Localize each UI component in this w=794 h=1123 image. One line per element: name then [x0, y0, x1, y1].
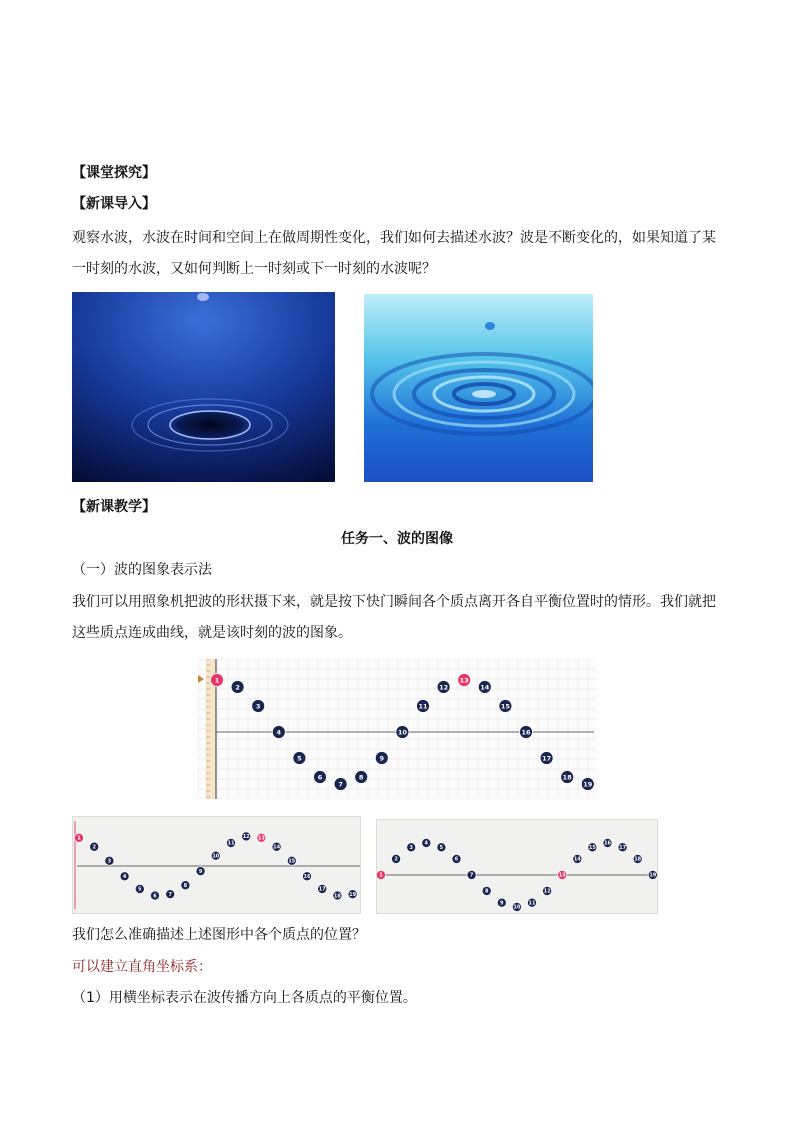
particle-7: [166, 890, 175, 899]
particle-label: 5: [138, 886, 142, 893]
particle-9: [497, 898, 506, 907]
particle-5: [135, 884, 144, 893]
particle-label: 17: [542, 754, 552, 763]
particle-9: [196, 867, 205, 876]
particle-13: [558, 870, 567, 879]
particle-label: 14: [573, 856, 581, 863]
particle-19: [348, 890, 357, 899]
particle-label: 3: [409, 845, 413, 852]
explain-line-2: 这些质点连成曲线，就是该时刻的波的图象。: [72, 625, 352, 641]
particle-17: [540, 752, 553, 765]
water-drop-photo-dark: [72, 292, 335, 482]
intro-line-1: 观察水波，水波在时间和空间上在做周期性变化，我们如何去描述水波？波是不断变化的，如果知道了某: [72, 230, 716, 246]
particle-18: [633, 854, 642, 863]
particle-label: 18: [562, 773, 572, 782]
particle-7: [334, 778, 347, 791]
particle-label: 15: [288, 858, 296, 865]
particle-label: 8: [183, 883, 188, 890]
particle-16: [603, 838, 612, 847]
particle-label: 2: [394, 856, 398, 863]
particle-3: [252, 700, 265, 713]
particle-15: [588, 843, 597, 852]
particle-label: 3: [107, 858, 112, 865]
particle-10: [211, 851, 220, 860]
particle-label: 6: [153, 893, 157, 900]
particle-3: [407, 843, 416, 852]
particle-label: 19: [349, 891, 357, 898]
answer-text: 可以建立直角坐标系：: [72, 959, 212, 975]
subsection-title: （一）波的图象表示法: [72, 562, 212, 578]
particle-label: 17: [318, 886, 326, 893]
point-1-text: （1）用横坐标表示在波传播方向上各质点的平衡位置。: [72, 990, 417, 1006]
particle-label: 10: [513, 904, 521, 911]
particle-label: 16: [303, 874, 311, 881]
particle-1: [74, 833, 83, 842]
particle-8: [181, 881, 190, 890]
section-intro: 【新课导入】: [72, 196, 156, 212]
particle-label: 19: [649, 872, 657, 879]
particle-16: [302, 872, 311, 881]
particle-11: [527, 898, 536, 907]
particle-15: [499, 700, 512, 713]
particle-label: 3: [255, 702, 261, 711]
particle-label: 8: [358, 773, 364, 782]
particle-label: 2: [235, 683, 240, 692]
particle-label: 13: [558, 872, 566, 879]
particle-17: [318, 884, 327, 893]
water-ripple-photo-light: [364, 294, 593, 482]
particle-4: [120, 872, 129, 881]
particle-label: 12: [242, 834, 250, 841]
particle-label: 2: [92, 844, 96, 851]
particle-12: [242, 832, 251, 841]
particle-label: 13: [257, 835, 265, 842]
section-explore: 【课堂探究】: [72, 165, 156, 181]
particle-16: [520, 726, 533, 739]
particle-label: 14: [480, 683, 490, 692]
particle-2: [231, 680, 244, 693]
particle-label: 1: [214, 676, 220, 685]
particle-18: [333, 891, 342, 900]
particle-label: 6: [317, 773, 323, 782]
particle-19: [581, 778, 594, 791]
particle-label: 9: [500, 900, 504, 907]
particle-label: 18: [333, 893, 341, 900]
particle-11: [226, 838, 235, 847]
particle-10: [512, 902, 521, 911]
particle-label: 4: [424, 840, 429, 847]
particle-9: [375, 752, 388, 765]
particle-label: 17: [619, 845, 627, 852]
particle-13: [257, 833, 266, 842]
particle-14: [478, 680, 491, 693]
particle-17: [618, 843, 627, 852]
particle-label: 5: [439, 845, 444, 852]
particle-label: 1: [77, 835, 81, 842]
wave-diagram-right: [376, 819, 658, 914]
particle-19: [648, 870, 657, 879]
particle-8: [355, 771, 368, 784]
particle-label: 7: [338, 780, 343, 789]
explain-line-1: 我们可以用照象机把波的形状摄下来，就是按下快门瞬间各个质点离开各自平衡位置时的情形。我们就把: [72, 594, 716, 610]
particle-label: 16: [521, 728, 531, 737]
particle-label: 12: [543, 888, 551, 895]
particle-18: [561, 771, 574, 784]
particle-5: [437, 843, 446, 852]
particle-2: [392, 854, 401, 863]
particle-1: [211, 674, 224, 687]
particle-label: 7: [168, 891, 172, 898]
particle-label: 15: [588, 845, 596, 852]
particle-label: 9: [198, 868, 203, 875]
particle-14: [573, 854, 582, 863]
particle-6: [452, 854, 461, 863]
particle-label: 16: [604, 840, 611, 847]
wave-diagram-left: [72, 816, 361, 914]
particle-label: 5: [297, 754, 302, 763]
particle-label: 11: [227, 840, 235, 847]
particle-14: [272, 842, 281, 851]
particle-label: 13: [459, 676, 469, 685]
particle-1: [377, 870, 386, 879]
particle-4: [272, 726, 285, 739]
particle-label: 6: [454, 856, 459, 863]
task-title: 任务一、波的图像: [341, 531, 453, 547]
particle-label: 4: [276, 728, 282, 737]
particle-label: 18: [634, 856, 642, 863]
particle-label: 1: [379, 872, 383, 879]
intro-line-2: 一时刻的水波，又如何判断上一时刻或下一时刻的水波呢？: [72, 261, 436, 277]
particle-11: [417, 700, 430, 713]
particle-10: [396, 726, 409, 739]
particle-label: 12: [439, 683, 449, 692]
particle-12: [437, 680, 450, 693]
particle-label: 7: [469, 872, 474, 879]
particle-2: [90, 842, 99, 851]
particle-label: 15: [500, 702, 510, 711]
particle-12: [543, 886, 552, 895]
particle-label: 11: [418, 702, 428, 711]
particle-8: [482, 886, 491, 895]
question-text: 我们怎么准确描述上述图形中各个质点的位置？: [72, 927, 366, 943]
particle-label: 4: [122, 874, 127, 881]
particle-6: [150, 891, 159, 900]
wave-diagram-main: [198, 659, 596, 799]
particle-label: 8: [484, 888, 489, 895]
particle-5: [293, 752, 306, 765]
particle-label: 9: [379, 754, 385, 763]
particle-3: [105, 856, 114, 865]
particle-13: [458, 674, 471, 687]
particle-7: [467, 870, 476, 879]
particle-label: 10: [397, 728, 407, 737]
particle-4: [422, 838, 431, 847]
particle-label: 19: [583, 780, 593, 789]
particle-15: [287, 856, 296, 865]
particle-label: 10: [212, 853, 220, 860]
section-teaching: 【新课教学】: [72, 499, 156, 515]
particle-label: 11: [528, 900, 536, 907]
particle-6: [314, 771, 327, 784]
particle-label: 14: [273, 844, 281, 851]
